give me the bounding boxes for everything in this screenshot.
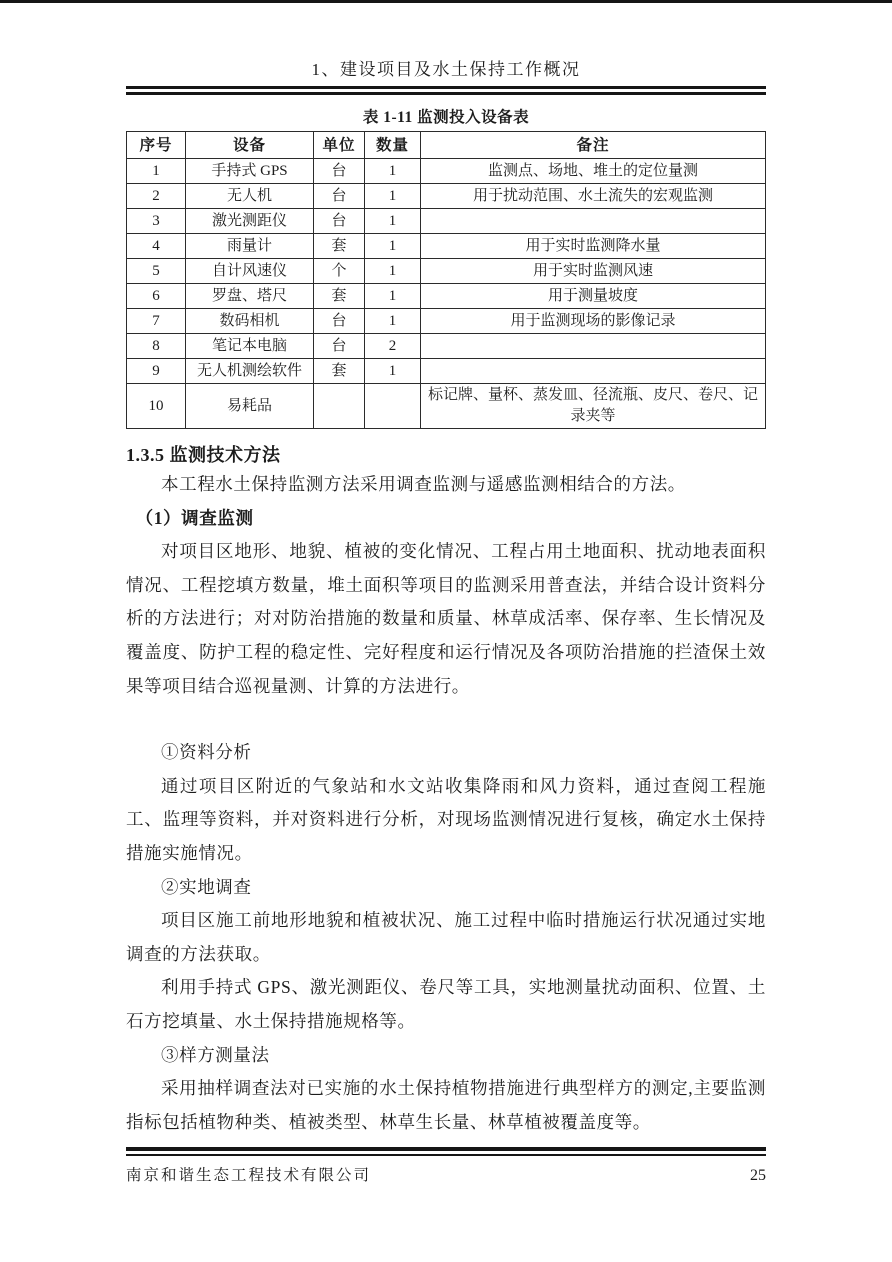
section-heading: 1.3.5 监测技术方法 [126, 445, 281, 465]
table-cell: 1 [365, 209, 421, 234]
page-footer [126, 1147, 766, 1185]
footer-double-rule [126, 1147, 766, 1156]
footer-row [126, 1163, 766, 1185]
numbered-method-item: ③样方测量法 [161, 1044, 270, 1065]
table-cell: 台 [314, 309, 365, 334]
equipment-table-header [127, 132, 766, 159]
chapter-header-title: 1、建设项目及水土保持工作概况 [311, 60, 581, 79]
body-paragraph: 本工程水土保持监测方法采用调查监测与遥感监测相结合的方法。 [161, 474, 686, 494]
table-cell: 1 [365, 284, 421, 309]
table-row [127, 309, 766, 334]
table-cell: 9 [127, 359, 186, 384]
table-cell: 台 [314, 334, 365, 359]
table-row [127, 184, 766, 209]
table-cell: 7 [127, 309, 186, 334]
table-cell [314, 384, 365, 429]
equipment-table [126, 131, 766, 429]
table-cell: 台 [314, 159, 365, 184]
table-cell: 雨量计 [186, 234, 314, 259]
numbered-method-item: ②实地调查 [161, 876, 252, 897]
table-column-header: 单位 [314, 132, 365, 159]
table-cell: 6 [127, 284, 186, 309]
table-column-header: 数量 [365, 132, 421, 159]
table-row [127, 259, 766, 284]
table-cell: 1 [127, 159, 186, 184]
body-paragraph: 通过项目区附近的气象站和水文站收集降雨和风力资料，通过查阅工程施工、监理等资料，并对资料进行分析，对现场监测情况进行复核，确定水土保持措施实施情况。 [126, 775, 766, 863]
table-column-header: 设备 [186, 132, 314, 159]
footer-company-name: 南京和谐生态工程技术有限公司 [126, 1167, 372, 1184]
table-cell: 5 [127, 259, 186, 284]
table-header-row [127, 132, 766, 159]
table-cell: 4 [127, 234, 186, 259]
table-row [127, 384, 766, 429]
table-cell [421, 209, 766, 234]
numbered-method-item: ①资料分析 [161, 742, 252, 763]
table-cell: 8 [127, 334, 186, 359]
table-row [127, 284, 766, 309]
table-cell: 10 [127, 384, 186, 429]
body-paragraph: 对项目区地形、地貌、植被的变化情况、工程占用土地面积、扰动地表面积情况、工程挖填方数量，堆土面积等项目的监测采用普查法，并结合设计资料分析的方法进行；对对防治措施的数量和质量、林草成活率、保存率、生长情况及覆盖度、防护工程的稳定性、完好程度和运行情况及各项防治措施的拦渣保土效果等项目结合巡视量测、计算的方法进行。 [126, 541, 766, 696]
table-cell: 无人机测绘软件 [186, 359, 314, 384]
table-cell [421, 334, 766, 359]
header-double-rule [126, 86, 766, 95]
table-cell: 激光测距仪 [186, 209, 314, 234]
table-cell: 台 [314, 184, 365, 209]
table-cell: 自计风速仪 [186, 259, 314, 284]
document-page-content [126, 0, 766, 1139]
table-cell [421, 359, 766, 384]
table-row [127, 359, 766, 384]
table-cell: 1 [365, 159, 421, 184]
subsection-heading: （1）调查监测 [135, 507, 254, 528]
table-cell: 1 [365, 359, 421, 384]
equipment-table-body [127, 159, 766, 429]
table-cell: 3 [127, 209, 186, 234]
table-cell: 套 [314, 234, 365, 259]
table-cell: 2 [127, 184, 186, 209]
table-cell: 2 [365, 334, 421, 359]
body-paragraph: 采用抽样调查法对已实施的水土保持植物措施进行典型样方的测定,主要监测指标包括植物种类、植被类型、林草生长量、林草植被覆盖度等。 [126, 1078, 766, 1132]
table-row [127, 234, 766, 259]
table-cell: 标记牌、量杯、蒸发皿、径流瓶、皮尺、卷尺、记录夹等 [421, 384, 766, 429]
table-cell [365, 384, 421, 429]
body-paragraph: 利用手持式 GPS、激光测距仪、卷尺等工具，实地测量扰动面积、位置、土石方挖填量、水土保持措施规格等。 [126, 977, 766, 1031]
table-cell: 用于监测现场的影像记录 [421, 309, 766, 334]
table-cell: 用于实时监测降水量 [421, 234, 766, 259]
table-row [127, 159, 766, 184]
table-column-header: 备注 [421, 132, 766, 159]
table-cell: 1 [365, 259, 421, 284]
table-cell: 1 [365, 309, 421, 334]
table-cell: 套 [314, 359, 365, 384]
table-cell: 套 [314, 284, 365, 309]
table-row [127, 334, 766, 359]
paragraph-spacer [126, 703, 766, 736]
table-cell: 手持式 GPS [186, 159, 314, 184]
table-cell: 个 [314, 259, 365, 284]
body-paragraph: 项目区施工前地形地貌和植被状况、施工过程中临时措施运行状况通过实地调查的方法获取。 [126, 910, 766, 964]
table-cell: 无人机 [186, 184, 314, 209]
table-cell: 罗盘、塔尺 [186, 284, 314, 309]
table-cell: 数码相机 [186, 309, 314, 334]
table-cell: 易耗品 [186, 384, 314, 429]
table-cell: 1 [365, 234, 421, 259]
table-cell: 用于实时监测风速 [421, 259, 766, 284]
table-cell: 用于测量坡度 [421, 284, 766, 309]
section-body [126, 468, 766, 1139]
table-row [127, 209, 766, 234]
table-column-header: 序号 [127, 132, 186, 159]
table-caption: 表 1-11 监测投入设备表 [362, 109, 530, 126]
table-cell: 台 [314, 209, 365, 234]
footer-page-number: 25 [750, 1167, 766, 1184]
table-cell: 笔记本电脑 [186, 334, 314, 359]
table-cell: 用于扰动范围、水土流失的宏观监测 [421, 184, 766, 209]
table-cell: 监测点、场地、堆土的定位量测 [421, 159, 766, 184]
table-cell: 1 [365, 184, 421, 209]
